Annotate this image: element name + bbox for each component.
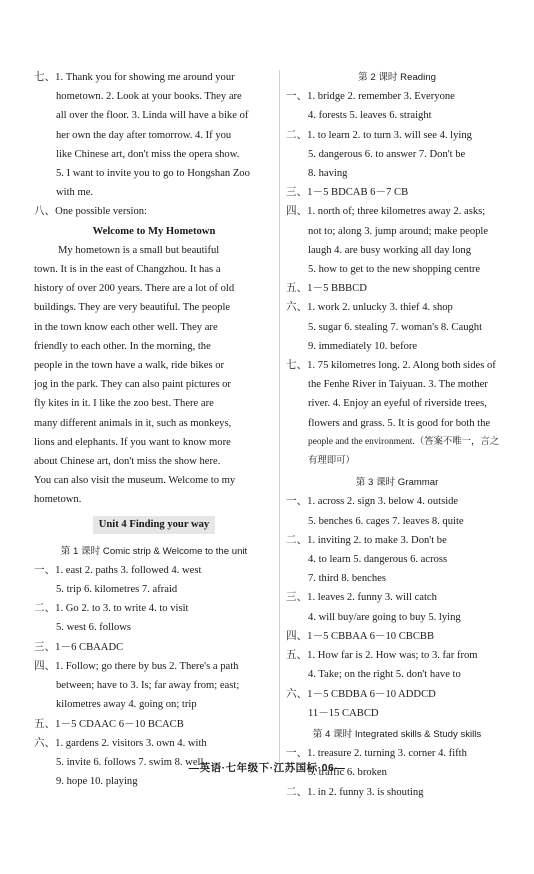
answer-line: 4. Take; on the right 5. don't have to xyxy=(308,669,461,681)
answer-line: 五、1－5 BBBCD xyxy=(286,283,367,295)
answer-line: 9. immediately 10. before xyxy=(308,340,418,352)
answer-line: 5. how to get to the new shopping centre xyxy=(308,264,481,276)
answer-line: people and the environment.（答案不唯一，言之 xyxy=(308,436,500,447)
column-divider xyxy=(279,70,280,770)
answer-line: 5. traffic 6. broken xyxy=(308,767,387,779)
text-line: 七、1. Thank you for showing me around your xyxy=(34,72,235,83)
answer-line: 5. trip 6. kilometres 7. afraid xyxy=(56,584,178,596)
section-7-answers xyxy=(34,68,274,202)
essay-line: lions and elephants. If you want to know more xyxy=(34,436,231,448)
answer-line: 5. benches 6. cages 7. leaves 8. quite xyxy=(308,515,464,527)
left-column xyxy=(34,68,274,791)
essay-line: jog in the park. They can also paint pictures or xyxy=(34,379,231,391)
answer-line: 11－15 CABCD xyxy=(308,707,379,719)
answer-line: 三、1. leaves 2. funny 3. will catch xyxy=(286,592,437,604)
answer-line: 9. hope 10. playing xyxy=(56,776,138,788)
essay-line: people in the town have a walk, ride bikes or xyxy=(34,360,225,372)
answer-line: 5. invite 6. follows 7. swim 8. well xyxy=(56,756,204,768)
answer-line: 二、1. to learn 2. to turn 3. will see 4. lying xyxy=(286,129,472,141)
lesson-3-heading: 第 3 课时 Grammar xyxy=(355,477,439,489)
answer-line: 5. dangerous 6. to answer 7. Don't be xyxy=(308,148,466,160)
essay-line: You can also visit the museum. Welcome to my xyxy=(34,475,236,487)
answer-line: 4. will buy/are going to buy 5. lying xyxy=(308,611,461,623)
lesson-1-heading: 第 1 课时 Comic strip & Welcome to the unit xyxy=(60,545,248,557)
essay-line: friendly to each other. In the morning, the xyxy=(34,340,211,352)
text-line: all over the floor. 3. Linda will have a bike of xyxy=(56,110,249,122)
lesson-2-heading: 第 2 课时 Reading xyxy=(358,72,436,83)
text-line: 5. I want to invite you to go to Hongshan Zoo xyxy=(56,168,250,180)
answer-line: river. 4. Enjoy an eyeful of riverside trees, xyxy=(308,398,487,410)
answer-line: 六、1. work 2. unlucky 3. thief 4. shop xyxy=(286,302,453,314)
essay-line: in the town know each other well. They are xyxy=(34,321,218,333)
page-footer: —英语·七年级下·江苏国标·06— xyxy=(188,762,346,774)
answer-line: 二、1. in 2. funny 3. is shouting xyxy=(286,786,424,798)
answer-line: flowers and grass. 5. It is good for both the xyxy=(308,417,491,429)
lesson-4-heading: 第 4 课时 Integrated skills & Study skills xyxy=(312,728,482,740)
answer-line: between; have to 3. Is; far away from; east; xyxy=(56,680,240,692)
answer-line: 六、1－5 CBDBA 6－10 ADDCD xyxy=(286,688,436,700)
answer-line: 一、1. across 2. sign 3. below 4. outside xyxy=(286,496,459,508)
essay-body xyxy=(34,241,274,510)
essay-line: many different animals in it, such as monkeys, xyxy=(34,417,232,429)
answer-line: 五、1－5 CDAAC 6－10 BCACB xyxy=(34,718,184,730)
answer-line: 二、1. inviting 2. to make 3. Don't be xyxy=(286,534,447,546)
text-line: like Chinese art, don't miss the opera show. xyxy=(56,148,240,160)
answer-line: 一、1. treasure 2. turning 3. corner 4. fifth xyxy=(286,748,467,760)
answer-line: 三、1－6 CBAADC xyxy=(34,641,124,653)
answer-line: 5. west 6. follows xyxy=(56,622,132,634)
text-line: hometown. 2. Look at your books. They are xyxy=(56,91,242,103)
answer-line: 四、1. Follow; go there by bus 2. There's a path xyxy=(34,660,239,672)
essay-line: My hometown is a small but beautiful xyxy=(58,244,220,256)
answer-line: 四、1. north of; three kilometres away 2. asks; xyxy=(286,206,486,218)
answer-line: 一、1. east 2. paths 3. followed 4. west xyxy=(34,564,202,576)
essay-line: fly kites in it. I like the zoo best. There are xyxy=(34,398,214,410)
essay-line: buildings. They are very beautiful. The people xyxy=(34,302,231,314)
answer-line: 二、1. Go 2. to 3. to write 4. to visit xyxy=(34,603,189,615)
lesson-2-answers xyxy=(286,87,508,471)
essay-line: history of over 200 years. There are a lot of old xyxy=(34,283,235,295)
answer-line: 三、1－5 BDCAB 6－7 CB xyxy=(286,187,409,199)
answer-line: 六、1. gardens 2. visitors 3. own 4. with xyxy=(34,737,207,749)
answer-line: 5. sugar 6. stealing 7. woman's 8. Caught xyxy=(308,321,483,333)
answer-line: not to; along 3. jump around; make people xyxy=(308,225,489,237)
essay-line: about Chinese art, don't miss the show here. xyxy=(34,456,221,468)
answer-line: 4. to learn 5. dangerous 6. across xyxy=(308,554,448,566)
text-line: with me. xyxy=(56,187,94,199)
answer-line: the Fenhe River in Taiyuan. 3. The mother xyxy=(308,379,488,391)
answer-line: 8. having xyxy=(308,168,348,180)
answer-line: 五、1. How far is 2. How was; to 3. far from xyxy=(286,650,478,662)
unit-title: Unit 4 Finding your way xyxy=(93,516,215,534)
answer-line: 一、1. bridge 2. remember 3. Everyone xyxy=(286,91,455,103)
section-8-label: 八、One possible version: xyxy=(34,206,147,218)
essay-title: Welcome to My Hometown xyxy=(92,225,216,237)
answer-line: 4. forests 5. leaves 6. straight xyxy=(308,110,432,122)
lesson-1-answers xyxy=(34,561,274,791)
answer-line: 7. third 8. benches xyxy=(308,573,386,585)
lesson-3-answers xyxy=(286,492,508,722)
essay-line: hometown. xyxy=(34,494,82,506)
answer-line: kilometres away 4. going on; trip xyxy=(56,699,197,711)
answer-line: laugh 4. are busy working all day long xyxy=(308,244,471,256)
answer-line: 四、1－5 CBBAA 6－10 CBCBB xyxy=(286,630,435,642)
answer-line: 七、1. 75 kilometres long. 2. Along both sides of xyxy=(286,360,496,372)
text-line: her own the day after tomorrow. 4. If you xyxy=(56,129,232,141)
answer-line: 有理即可） xyxy=(308,456,355,467)
right-column xyxy=(286,68,508,802)
essay-line: town. It is in the east of Changzhou. It has a xyxy=(34,264,221,276)
